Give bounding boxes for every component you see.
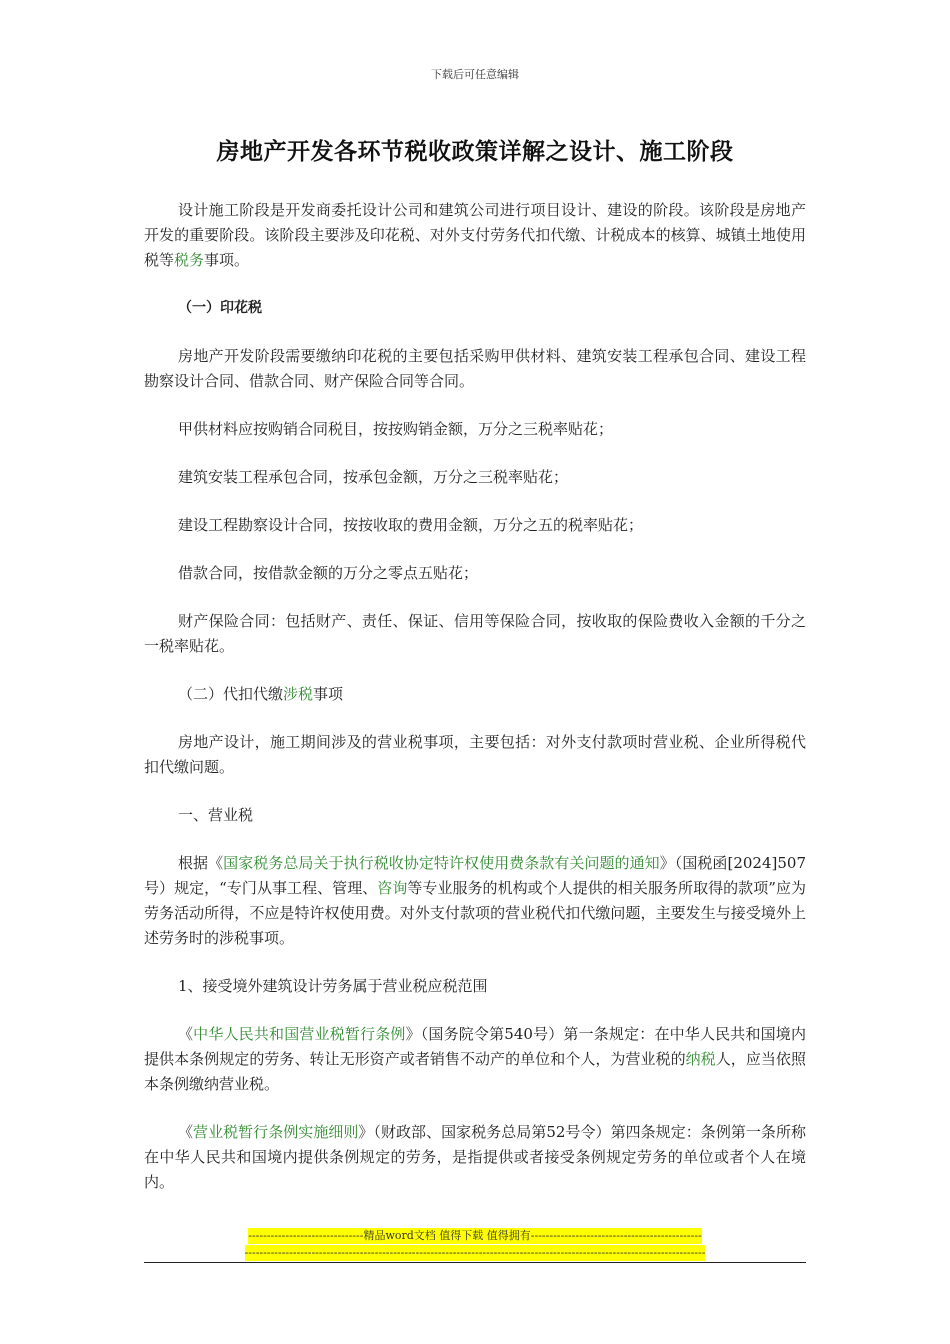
link-business-tax-regulation[interactable]: 中华人民共和国营业税暂行条例 <box>193 1025 406 1043</box>
link-taxpayer[interactable]: 纳税 <box>685 1050 716 1068</box>
section-heading-stamp-tax: （一）印花税 <box>178 300 262 316</box>
footer-divider <box>144 1262 806 1263</box>
text: 《 <box>178 1025 194 1043</box>
paragraph-material-contract: 甲供材料应按购销合同税目，按按购销金额，万分之三税率贴花； <box>178 420 614 438</box>
text: 事项。 <box>204 251 250 269</box>
text: 《 <box>178 1123 194 1141</box>
subheading-business-tax: 一、营业税 <box>178 806 254 824</box>
paragraph-intro <box>144 198 806 273</box>
paragraph-insurance-contract: 财产保险合同：包括财产、责任、保证、信用等保险合同，按收取的保险费收入金额的千分之一税率贴花。 <box>144 612 806 655</box>
paragraph-implementation-rules <box>144 1120 806 1195</box>
document-body <box>144 198 806 1218</box>
section-heading-withholding <box>144 682 806 707</box>
link-consulting[interactable]: 咨询 <box>377 879 408 897</box>
paragraph-survey-contract: 建设工程勘察设计合同，按按收取的费用金额，万分之五的税率贴花； <box>178 516 644 534</box>
paragraph-stamp-tax-scope: 房地产开发阶段需要缴纳印花税的主要包括采购甲供材料、建筑安装工程承包合同、建设工程勘察设计合同、借款合同、财产保险合同等合同。 <box>144 347 806 390</box>
link-implementation-rules[interactable]: 营业税暂行条例实施细则 <box>193 1123 359 1141</box>
text: 事项 <box>313 685 344 703</box>
paragraph-business-tax-regulation <box>144 1022 806 1097</box>
link-tax-related[interactable]: 涉税 <box>283 685 314 703</box>
link-tax-affairs[interactable]: 税务 <box>174 251 205 269</box>
text: （二）代扣代缴 <box>178 685 284 703</box>
paragraph-withholding-overview: 房地产设计，施工期间涉及的营业税事项，主要包括：对外支付款项时营业税、企业所得税代扣代缴问题。 <box>144 733 806 776</box>
paragraph-construction-contract: 建筑安装工程承包合同，按承包金额，万分之三税率贴花； <box>178 468 569 486</box>
paragraph-loan-contract: 借款合同，按借款金额的万分之零点五贴花； <box>178 564 479 582</box>
text: 》（国税函[2024]507号）规定，“专门从事工程、管理、 <box>144 854 806 897</box>
paragraph-notice-507 <box>144 851 806 951</box>
text: 人，应当依照本条例缴纳营业税。 <box>144 1050 806 1093</box>
footer-line-2: ---------------------------------------------------------------------------------------------------------------------------- <box>244 1246 706 1259</box>
text: 等专业服务的机构或个人提供的相关服务所取得的款项”应为劳务活动所得，不应是特许权使用费。对外支付款项的营业税代扣代缴问题，主要发生与接受境外上述劳务时的涉税事项。 <box>144 879 807 947</box>
footer-line-1: -------------------------------精品word文档 值得下载 值得拥有---------------------------------------------- <box>248 1229 702 1242</box>
text: 设计施工阶段是开发商委托设计公司和建筑公司进行项目设计、建设的阶段。该阶段是房地产开发的重要阶段。该阶段主要涉及印花税、对外支付劳务代扣代缴、计税成本的核算、城镇土地使用税等 <box>144 201 806 269</box>
text: 》（国务院令第540号）第一条规定：在中华人民共和国境内提供本条例规定的劳务、转让无形资产或者销售不动产的单位和个人，为营业税的 <box>144 1025 806 1068</box>
document-title: 房地产开发各环节税收政策详解之设计、施工阶段 <box>216 138 734 165</box>
header-note: 下载后可任意编辑 <box>431 68 519 81</box>
text: 》（财政部、国家税务总局第52号令）第四条规定：条例第一条所称在中华人民共和国境内提供条例规定的劳务，是指提供或者接受条例规定劳务的单位或者个人在境内。 <box>144 1123 806 1191</box>
link-notice-title[interactable]: 国家税务总局关于执行税收协定特许权使用费条款有关问题的通知 <box>223 854 660 872</box>
text: 根据《 <box>178 854 224 872</box>
footer-banner <box>0 1228 950 1261</box>
subheading-design-services: 1、接受境外建筑设计劳务属于营业税应税范围 <box>178 977 488 995</box>
